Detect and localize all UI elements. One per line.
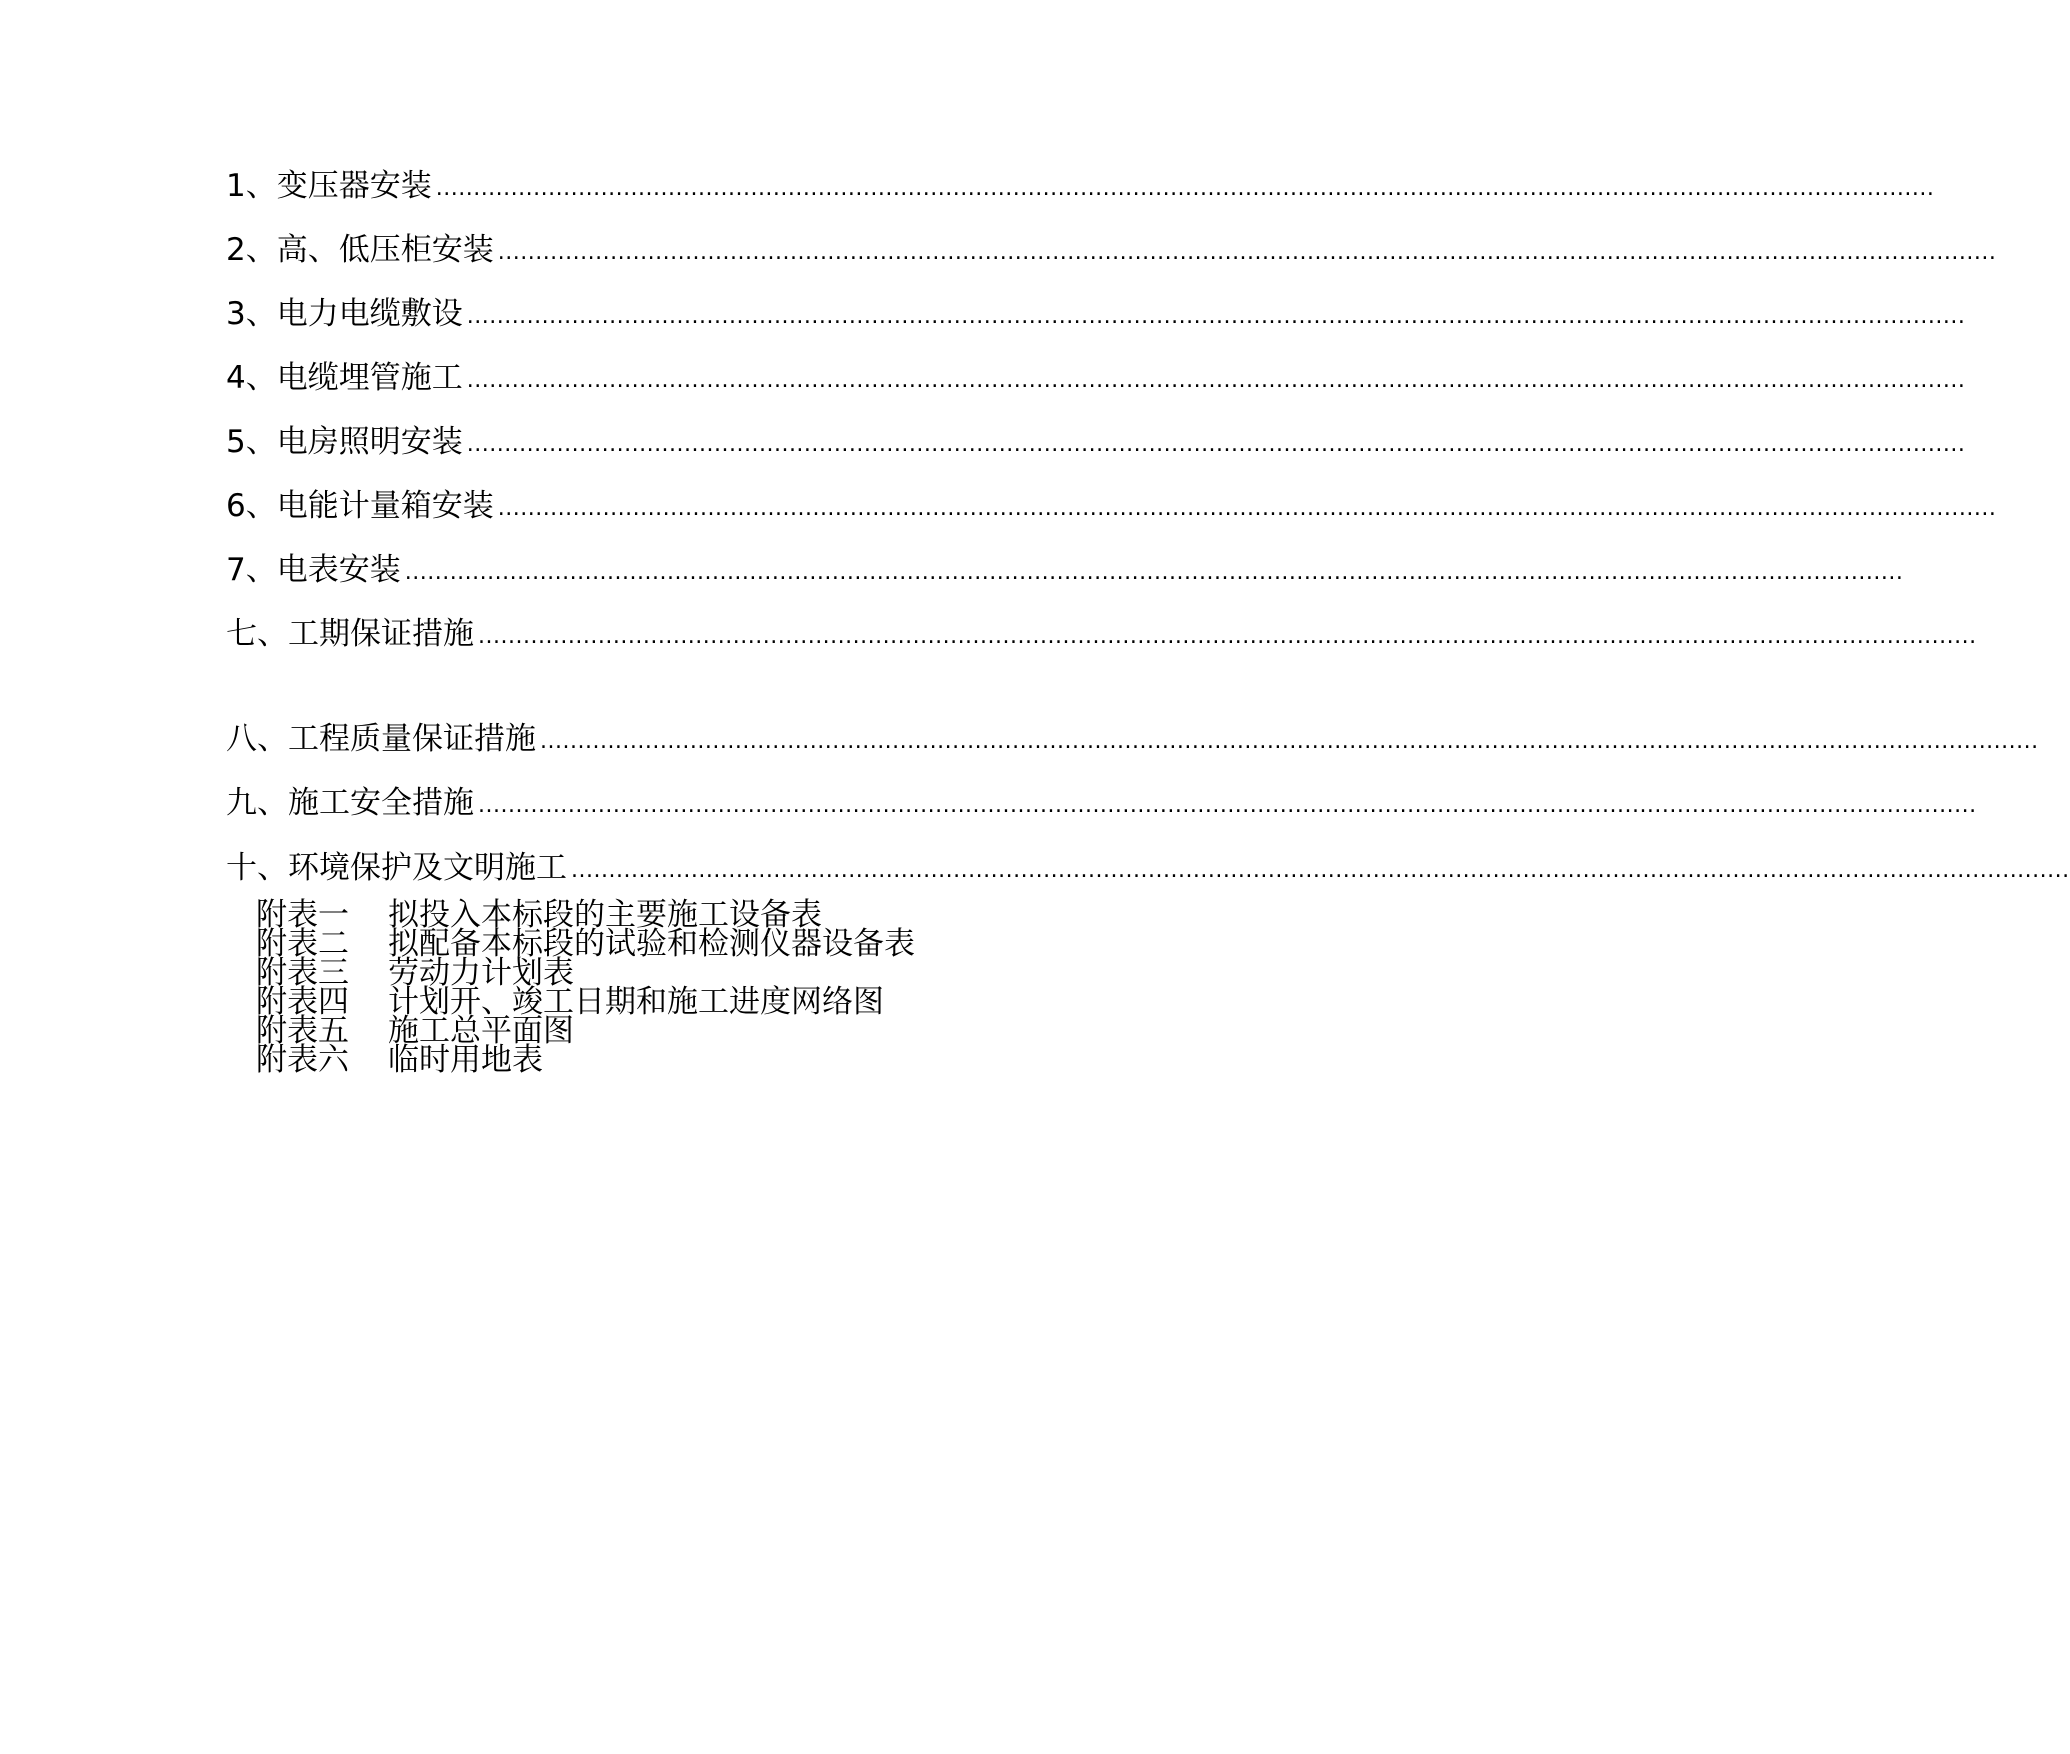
toc-leader-dots: ........................................................................................................................................................................................................ [466, 368, 1966, 393]
toc-leader-dots: ........................................................................................................................................................................................................ [466, 432, 1966, 457]
appendix-item [256, 926, 915, 962]
toc-entry-label: 八、工程质量保证措施 [226, 721, 536, 757]
toc-entry-label: 2、高、低压柜安装 [226, 232, 494, 268]
toc-entry[interactable] [226, 356, 1966, 400]
toc-leader-dots: ........................................................................................................................................................................................................ [404, 560, 1904, 585]
toc-entry-label: 7、电表安装 [226, 552, 401, 588]
toc-entry-label: 4、电缆埋管施工 [226, 360, 463, 396]
appendix-number: 附表五 [256, 1013, 349, 1049]
toc-entry[interactable] [226, 548, 1904, 592]
appendix-number: 附表二 [256, 926, 349, 962]
appendix-number: 附表四 [256, 984, 349, 1020]
toc-leader-dots: ........................................................................................................................................................................................................ [435, 176, 1935, 201]
toc-entry[interactable] [226, 612, 1977, 656]
appendix-title: 施工总平面图 [388, 1013, 574, 1049]
appendix-item [256, 1042, 543, 1078]
toc-leader-dots: ........................................................................................................................................................................................................ [478, 624, 1977, 649]
toc-entry[interactable] [226, 292, 1966, 336]
toc-entry-label: 6、电能计量箱安装 [226, 488, 494, 524]
appendix-number: 附表一 [256, 897, 349, 933]
appendix-title: 拟配备本标段的试验和检测仪器设备表 [388, 926, 915, 962]
toc-entry-label: 3、电力电缆敷设 [226, 296, 463, 332]
toc-leader-dots: ........................................................................................................................................................................................................ [571, 858, 2070, 883]
appendix-title: 临时用地表 [388, 1042, 543, 1078]
appendix-title: 拟投入本标段的主要施工设备表 [388, 897, 822, 933]
toc-entry[interactable] [226, 164, 1935, 208]
toc-entry-label: 1、变压器安装 [226, 168, 432, 204]
toc-entry-label: 5、电房照明安装 [226, 424, 463, 460]
toc-entry-label: 十、环境保护及文明施工 [226, 850, 567, 886]
appendix-title: 计划开、竣工日期和施工进度网络图 [388, 984, 884, 1020]
toc-leader-dots: ........................................................................................................................................................................................................ [540, 729, 2039, 754]
appendix-number: 附表三 [256, 955, 349, 991]
toc-entry[interactable] [226, 781, 1977, 825]
toc-entry[interactable] [226, 228, 1997, 272]
toc-leader-dots: ........................................................................................................................................................................................................ [497, 240, 1997, 265]
toc-entry[interactable] [226, 484, 1997, 528]
toc-entry-label: 七、工期保证措施 [226, 616, 474, 652]
appendix-title: 劳动力计划表 [388, 955, 574, 991]
toc-entry[interactable] [226, 420, 1966, 464]
appendix-number: 附表六 [256, 1042, 349, 1078]
toc-entry[interactable] [226, 846, 2070, 890]
toc-leader-dots: ........................................................................................................................................................................................................ [478, 793, 1977, 818]
toc-entry[interactable] [226, 717, 2039, 761]
toc-leader-dots: ........................................................................................................................................................................................................ [466, 304, 1966, 329]
toc-entry-label: 九、施工安全措施 [226, 785, 474, 821]
toc-leader-dots: ........................................................................................................................................................................................................ [497, 496, 1997, 521]
